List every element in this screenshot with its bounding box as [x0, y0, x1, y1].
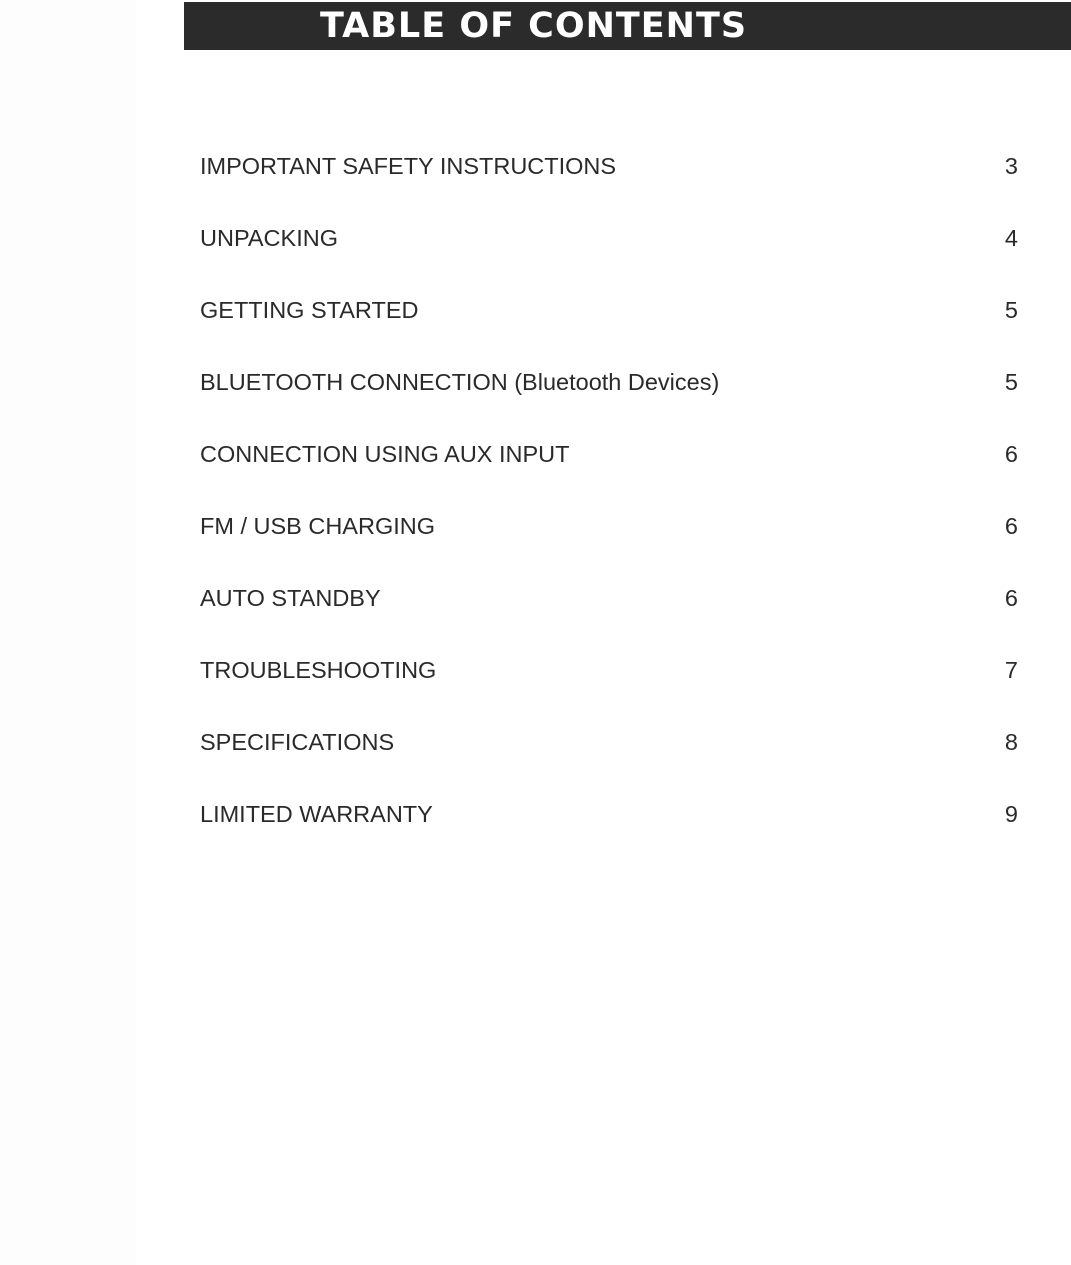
title-banner	[184, 2, 1071, 50]
toc-entry-page-number: 5	[1004, 369, 1018, 395]
toc-entry-page-number: 5	[1004, 297, 1018, 323]
toc-entry[interactable]	[200, 130, 1018, 202]
toc-entry-label: GETTING STARTED	[200, 297, 419, 323]
toc-entry-label: FM / USB CHARGING	[200, 513, 436, 539]
toc-entry-label: CONNECTION USING AUX INPUT	[200, 441, 570, 467]
toc-entry[interactable]	[200, 274, 1018, 346]
toc-entry[interactable]	[200, 418, 1018, 490]
toc-entry-page-number: 6	[1004, 513, 1018, 539]
toc-entry-page-number: 9	[1004, 801, 1018, 827]
toc-entry-label: LIMITED WARRANTY	[200, 801, 433, 827]
toc-entry[interactable]	[200, 562, 1018, 634]
toc-entry-page-number: 7	[1004, 657, 1018, 683]
toc-entry[interactable]	[200, 634, 1018, 706]
toc-entry-page-number: 6	[1004, 585, 1018, 611]
toc-entry-page-number: 4	[1004, 225, 1018, 251]
toc-entry-label: SPECIFICATIONS	[200, 729, 395, 755]
toc-entry-label: IMPORTANT SAFETY INSTRUCTIONS	[200, 153, 617, 179]
toc-entry-page-number: 6	[1004, 441, 1018, 467]
toc-entry[interactable]	[200, 490, 1018, 562]
toc-entry[interactable]	[200, 202, 1018, 274]
toc-entry-label: TROUBLESHOOTING	[200, 657, 437, 683]
toc-entry[interactable]	[200, 346, 1018, 418]
toc-entry-label: UNPACKING	[200, 225, 338, 251]
toc-entry-page-number: 8	[1004, 729, 1018, 755]
toc-entry-label: AUTO STANDBY	[200, 585, 381, 611]
toc-entry-label: BLUETOOTH CONNECTION (Bluetooth Devices)	[200, 369, 720, 395]
page-title: TABLE OF CONTENTS	[320, 6, 748, 46]
page-margin-strip	[0, 0, 136, 1265]
toc-entry-page-number: 3	[1004, 153, 1018, 179]
toc-list	[200, 130, 1018, 850]
toc-entry[interactable]	[200, 706, 1018, 778]
toc-entry[interactable]	[200, 778, 1018, 850]
